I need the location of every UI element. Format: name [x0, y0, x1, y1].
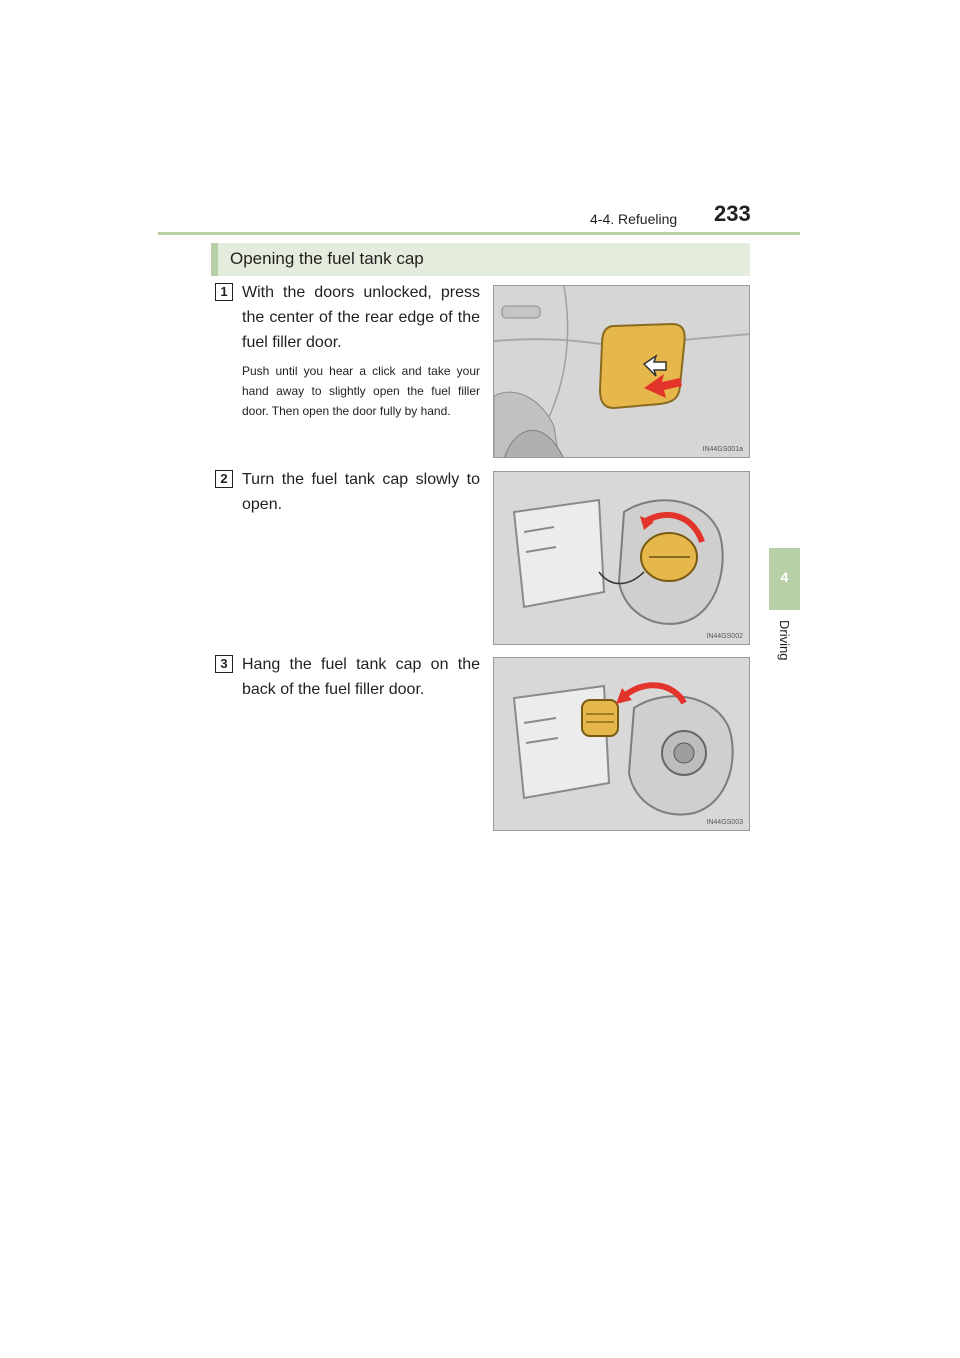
step-number-2: 2	[215, 470, 233, 488]
figure-fuel-cap-hang	[493, 657, 750, 831]
step-number-1: 1	[215, 283, 233, 301]
figure-fuel-door-press	[493, 285, 750, 458]
header-rule	[158, 232, 800, 235]
section-title: Opening the fuel tank cap	[230, 249, 424, 268]
chapter-number: 4	[780, 569, 789, 585]
page-number: 233	[714, 201, 751, 226]
step-3-text: Hang the fuel tank cap on the back of the fuel filler door.	[242, 656, 480, 698]
step-1-text: With the doors unlocked, press the center of the rear edge of the fuel filler door.	[242, 284, 480, 351]
section-heading-bar	[211, 243, 750, 276]
chapter-label	[769, 620, 800, 680]
hanging-fuel-cap	[582, 700, 618, 736]
figure-fuel-cap-turn	[493, 471, 750, 645]
figure-code: IN44GS002	[706, 633, 743, 640]
step-number-3: 3	[215, 655, 233, 673]
step-1-note: Push until you hear a click and take your hand away to slightly open the fuel filler door. Then open the door fully by hand.	[242, 364, 480, 418]
step-2-text: Turn the fuel tank cap slowly to open.	[242, 471, 480, 513]
chapter-tab	[769, 548, 800, 610]
chapter-label-text: Driving	[777, 620, 792, 661]
figure-code: IN44GS001a	[702, 446, 743, 453]
page-header-section: 4-4. Refueling	[590, 211, 678, 227]
figure-code: IN44GS003	[706, 819, 743, 826]
